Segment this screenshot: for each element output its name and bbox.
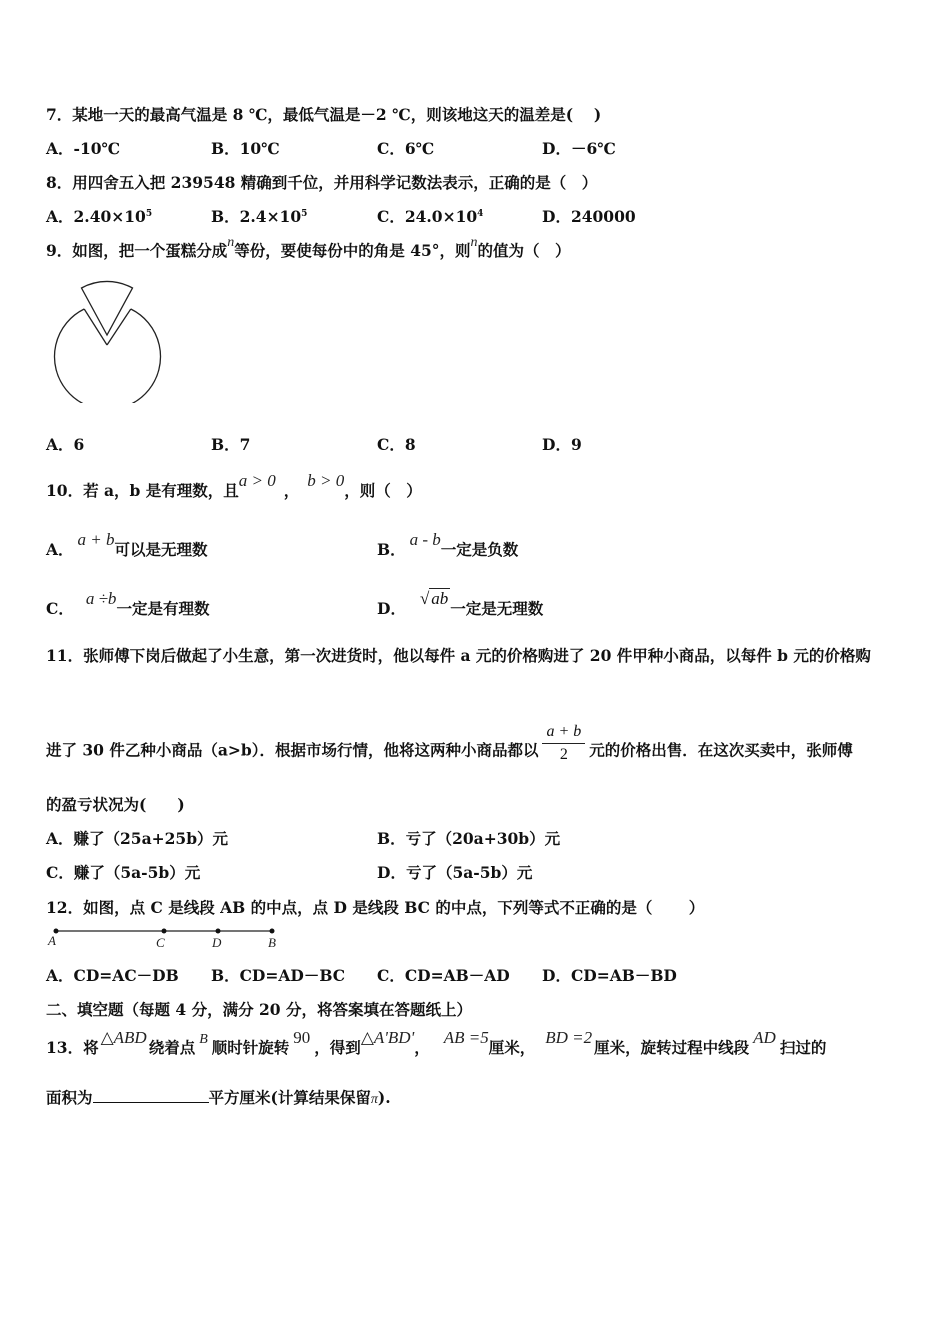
q11-option-d: D．亏了（5a-5b）元 [377, 863, 533, 882]
q10-cond-a: a > 0 [238, 471, 276, 490]
var-n: n [227, 235, 235, 250]
q9-option-b: B．7 [211, 435, 251, 454]
q12-stem: 12．如图，点 C 是线段 AB 的中点，点 D 是线段 BC 的中点，下列等式不正确的是（ ） [46, 898, 705, 917]
point-b [270, 929, 275, 934]
point-d [216, 929, 221, 934]
label-c: C [156, 935, 165, 950]
q13-line-2: 面积为 平方厘米(计算结果保留π). [46, 1088, 391, 1107]
q8-option-b: B．$2.4\times 10^5$ [211, 207, 308, 226]
label-a: A [48, 933, 56, 948]
q8-option-a: A．$2.40\times 10^5$ [46, 207, 153, 226]
q7-stem: 7．某地一天的最高气温是 8 ℃，最低气温是－2 ℃，则该地这天的温差是( ) [46, 105, 602, 124]
segment-figure [44, 925, 284, 953]
var-n-2: n [470, 235, 478, 250]
point-c [162, 929, 167, 934]
answer-blank[interactable] [93, 1088, 209, 1103]
q11-fraction: $\frac{a + b}{2}$ [542, 723, 585, 764]
q7-option-b: B．10℃ [211, 139, 280, 158]
q9-option-d: D．9 [542, 435, 582, 454]
q7-option-c: C．6℃ [377, 139, 435, 158]
q11-line-3: 的盈亏状况为( ) [46, 795, 185, 814]
q11-line-2: 进了 30 件乙种小商品（a>b）．根据市场行情，他将这两种小商品都以 $\frac{a + b}{2}$ 元的价格出售．在这次买卖中，张师傅 [46, 723, 853, 763]
q11-option-a: A．赚了（25a+25b）元 [46, 829, 229, 848]
q8-option-d: D．240000 [542, 207, 636, 226]
q10-option-d: D．√ ab一定是无理数 [377, 589, 544, 618]
q11-option-c: C．赚了（5a-5b）元 [46, 863, 201, 882]
label-d: D [212, 935, 222, 950]
cake-figure [50, 278, 165, 403]
section-2-title: 二、填空题（每题 4 分，满分 20 分，将答案填在答题纸上） [46, 1000, 472, 1019]
q8-option-c: C．$24.0\times 10^4$ [377, 207, 484, 226]
q7-option-d: D．－6℃ [542, 139, 616, 158]
q12-option-a: A．CD=AC－DB [46, 966, 179, 985]
q10-stem: 10．若 a，b 是有理数，且a > 0，b > 0，则（ ） [46, 471, 422, 500]
q8-stem: 8．用四舍五入把 239548 精确到千位，并用科学记数法表示，正确的是（ ） [46, 173, 598, 192]
q12-option-b: B．CD=AD－BC [211, 966, 346, 985]
cake-outline [55, 309, 161, 403]
q10-option-a: A．a + b可以是无理数 [46, 530, 208, 559]
q12-option-d: D．CD=AB－BD [542, 966, 677, 985]
q12-option-c: C．CD=AB－AD [377, 966, 510, 985]
q11-option-b: B．亏了（20a+30b）元 [377, 829, 561, 848]
q10-option-c: C．a ÷b一定是有理数 [46, 589, 210, 618]
q7-option-a: A．-10℃ [46, 139, 121, 158]
q9-option-a: A．6 [46, 435, 85, 454]
label-b: B [268, 935, 276, 950]
q13-line-1: 13．将△ABD绕着点 B 顺时针旋转90，得到△A'BD'，AB =5厘米，BD =2厘米，旋转过程中线段AD扫过的 [46, 1028, 827, 1057]
q10-option-b: B．a - b一定是负数 [377, 530, 519, 559]
q10-cond-b: b > 0 [307, 471, 345, 490]
q9-stem: 9．如图，把一个蛋糕分成n等份，要使每份中的角是 45°，则n的值为（ ） [46, 235, 571, 260]
q11-line-1: 11．张师傅下岗后做起了小生意，第一次进货时，他以每件 a 元的价格购进了 20 件甲种小商品，以每件 b 元的价格购 [46, 646, 871, 665]
cake-slice [82, 281, 133, 335]
q9-option-c: C．8 [377, 435, 416, 454]
